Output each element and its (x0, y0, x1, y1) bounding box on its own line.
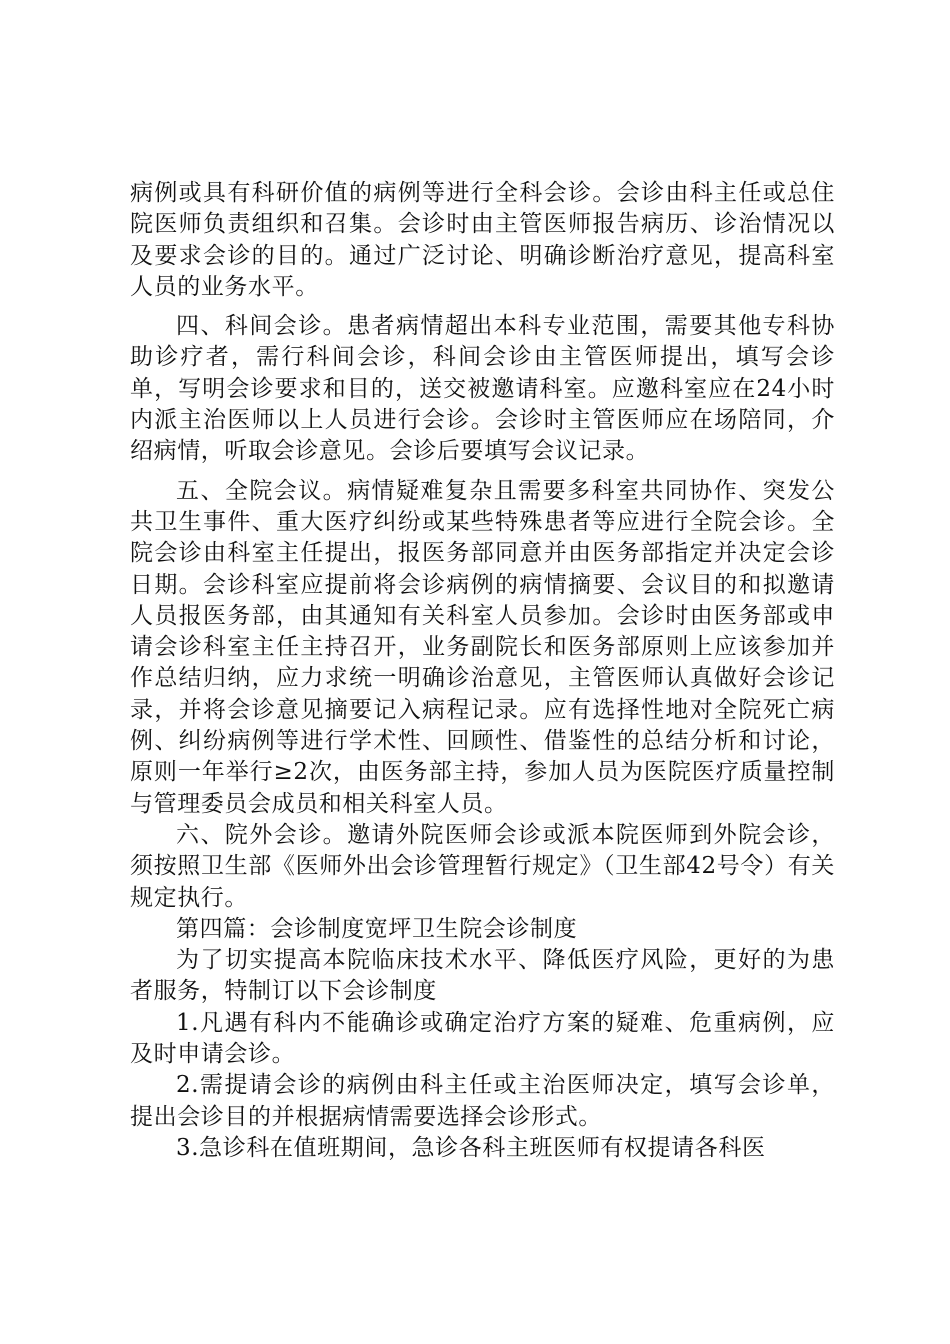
paragraph-intro: 为了切实提高本院临床技术水平、降低医疗风险，更好的为患者服务，特制订以下会诊制度 (130, 947, 835, 1005)
paragraph-section-5: 五、全院会议。病情疑难复杂且需要多科室共同协作、突发公共卫生事件、重大医疗纠纷或某些特殊患者等应进行全院会诊。全院会诊由科室主任提出，报医务部同意并由医务部指定并决定会诊日期。会诊科室应提前将会诊病例的病情摘要、会议目的和拟邀请人员报医务部，由其通知有关科室人员参加。会诊时由医务部或申请会诊科室主任主持召开，业务副院长和医务部原则上应该参加并作总结归纳，应力求统一明确诊治意见，主管医师认真做好会诊记录，并将会诊意见摘要记入病程记录。应有选择性地对全院死亡病例、纠纷病例等进行学术性、回顾性、借鉴性的总结分析和讨论，原则一年举行≥2次，由医务部主持，参加人员为医院医疗质量控制与管理委员会成员和相关科室人员。 (130, 477, 835, 817)
list-item-2: 2.需提请会诊的病例由科主任或主治医师决定，填写会诊单，提出会诊目的并根据病情需要选择会诊形式。 (130, 1072, 835, 1130)
list-item-3: 3.急诊科在值班期间，急诊各科主班医师有权提请各科医 (176, 1134, 766, 1161)
document-body (130, 178, 835, 1164)
paragraph-section-6: 六、院外会诊。邀请外院医师会诊或派本院医师到外院会诊，须按照卫生部《医师外出会诊管理暂行规定》（卫生部42号令）有关规定执行。 (130, 821, 835, 911)
paragraph-continuation: 病例或具有科研价值的病例等进行全科会诊。会诊由科主任或总住院医师负责组织和召集。会诊时由主管医师报告病历、诊治情况以及要求会诊的目的。通过广泛讨论、明确诊断治疗意见，提高科室人员的业务水平。 (130, 180, 835, 300)
chapter-heading: 第四篇：会诊制度宽坪卫生院会诊制度 (176, 915, 578, 942)
list-item-1: 1.凡遇有科内不能确诊或确定治疗方案的疑难、危重病例，应及时申请会诊。 (130, 1009, 835, 1068)
paragraph-section-4: 四、科间会诊。患者病情超出本科专业范围，需要其他专科协助诊疗者，需行科间会诊，科间会诊由主管医师提出，填写会诊单，写明会诊要求和目的，送交被邀请科室。应邀科室应在24小时内派主治医师以上人员进行会诊。会诊时主管医师应在场陪同，介绍病情，听取会诊意见。会诊后要填写会议记录。 (130, 313, 835, 465)
